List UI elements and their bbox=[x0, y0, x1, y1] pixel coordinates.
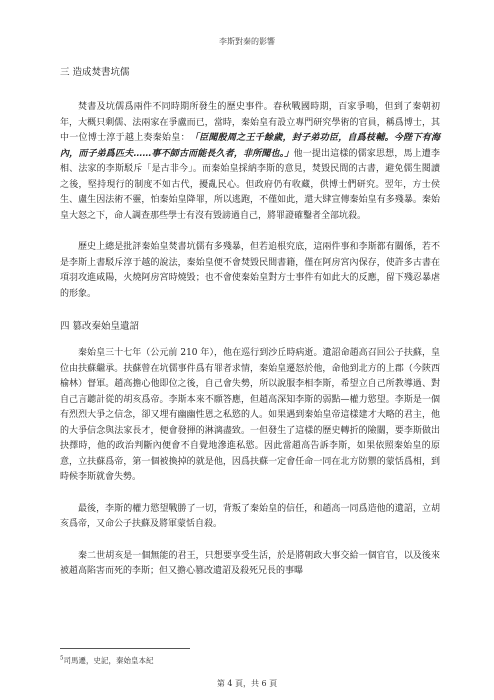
paragraph-text: 焚書及坑儒爲兩件不同時期所發生的歷史事件。春秋戰國時期，百家爭鳴，但到了秦朝初年，大概只剩儒、法兩家在爭盧而已，當時，秦始皇有設立專門研究學術的官員，稱爲博士，其中一位博士淳于越上奏秦始皇： bbox=[60, 102, 440, 143]
paragraph: 秦二世胡亥是一個無能的君王，只想要享受生活，於是將朝政大事交給一個官官，以及後來被趙高陷害而死的李斯；但又擔心篡改遺詔及殺死兄長的事曝 bbox=[60, 550, 440, 576]
quote-text: 「臣聞殷周之王千餘歲，封子弟功臣，自爲枝輔。今陛下有海內，而子弟爲匹夫……事不師古而能長久者，非所聞也。」 bbox=[60, 133, 440, 159]
paragraph-text: 他一提出這樣的儒家思想，馬上遭李相、法家的李斯駁斥「是古非今」。而秦始皇採納李斯的意見，焚毀民間的古書，避免儒生閱讀之後，堅持現行的制度不如古代，擾亂民心。但政府仍有收藏，供博士們研究。翌年，方士侯生、盧生因法術不靈，怕秦始皇降罪，所以逃跑，不僅如此，還大肆宣傳秦始皇有多殘暴。秦始皇大怒之下，命人調查那些學士有沒有毀謗過自己，將罪證確鑿者全部坑殺。 bbox=[60, 148, 440, 221]
paragraph bbox=[60, 100, 440, 224]
paragraph: 最後，李斯的權力慾望戰勝了一切，背叛了秦始皇的信任，和趙高一同爲造他的遺詔，立胡亥爲帝，又命公子扶蘇及將軍蒙恬自殺。 bbox=[60, 503, 440, 529]
paragraph: 秦始皇三十七年（公元前 210 年），他在巡行到沙丘時病逝。遺詔命趙高召回公子扶蘇，皇位由扶蘇繼承。扶蘇曾在坑儒事件爲有罪者求情，秦始皇遷怒於他，命他到北方的上郡（今陝西榆林）督軍。趙高擔心他即位之後，自己會失勢，所以說服李相李斯，希望立自己所教導過、對自己言聽計從的胡亥爲帝。李斯本來不願答應，但趙高深知李斯的弱點—權力慾望。李斯是一個有烈烈大爭之信念，卻又埋有幽幽性恩之私慾的人。如果遇到秦始皇帝這樣建才大略的君主，他的大爭信念與法家長才，便會發揮的淋漓盡致。一但發生了這樣的歷史轉折的險關，要李斯做出抉擇時，他的政治判斷內便會不自覺地滲進私慾。因此當趙高告訴李斯，如果依照秦始皇的原意，立扶蘇爲帝，第一個被換掉的就是他，因爲扶蘇一定會任命一同在北方防禦的蒙恬爲相，到時候李斯就會失勢。 bbox=[60, 348, 440, 482]
footnote-text: 司馬遷，史記，秦始皇本紀 bbox=[63, 656, 154, 665]
section-heading-4: 四 篡改秦始皇遺詔 bbox=[60, 321, 140, 332]
footnote bbox=[60, 655, 154, 666]
paragraph: 歷史上總是批評秦始皇焚書坑儒有多殘暴，但若追根究底，這兩件事和李斯都有關係，若不是李斯上書駁斥淳于越的說法，秦始皇便不會焚毀民間書籍，僅在阿房宮內保存，使許多古書在項羽攻進咸陽，火燒阿房宮時燒毀；也不會使秦始皇對方士事件有如此大的反應，留下殘忍暴虐的形象。 bbox=[60, 242, 440, 299]
section-heading-3: 三 造成焚書坑儒 bbox=[60, 67, 130, 78]
footnote-marker: 5 bbox=[60, 655, 64, 662]
footnote-divider bbox=[60, 648, 190, 649]
running-header: 李斯對秦的影響 bbox=[219, 37, 275, 46]
page-number: 第 4 頁，共 6 頁 bbox=[216, 679, 278, 688]
page-content bbox=[60, 64, 440, 596]
